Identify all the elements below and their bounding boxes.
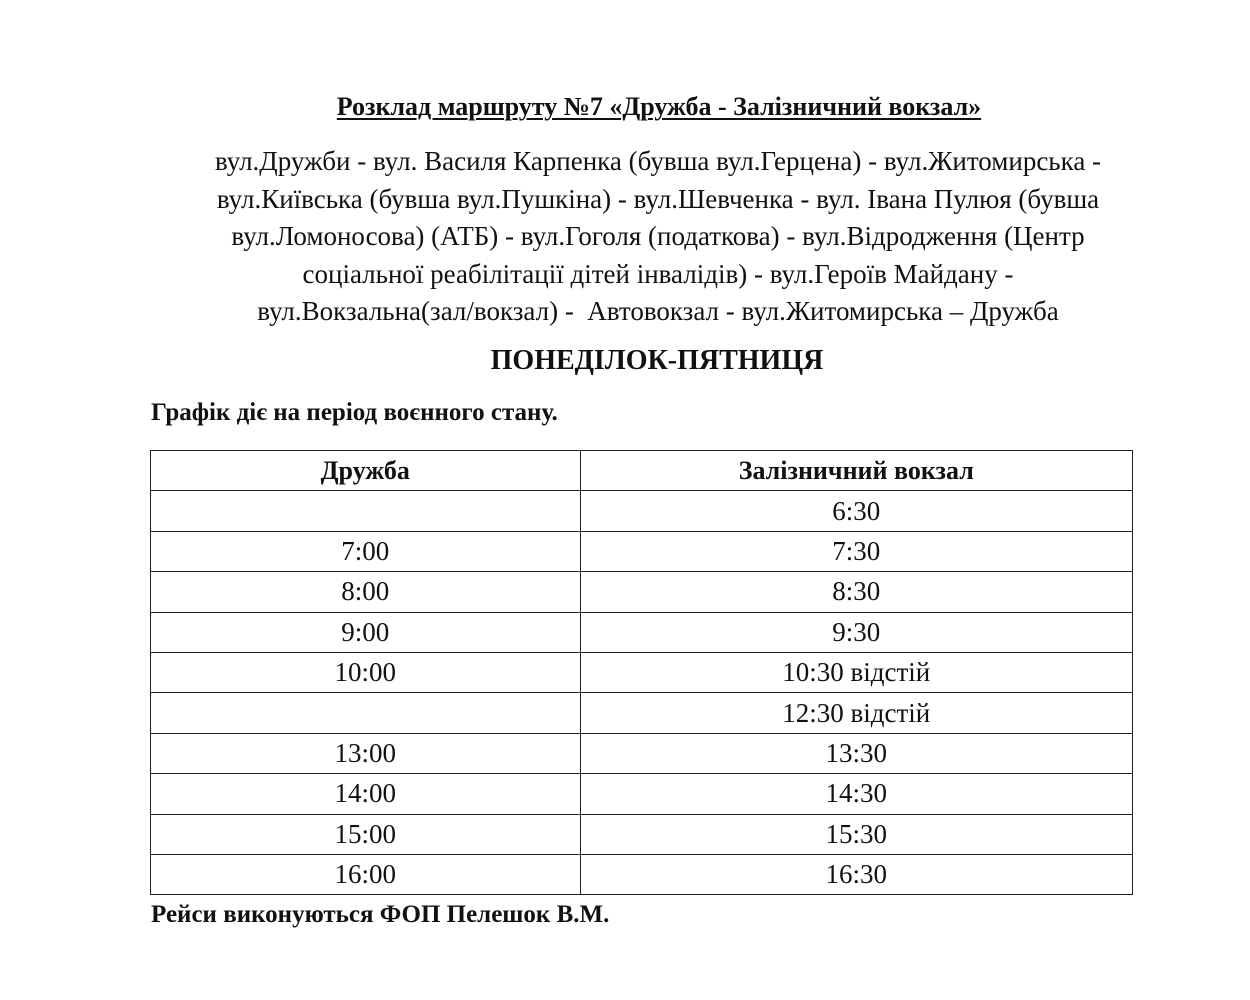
table-row	[151, 491, 1133, 531]
departure-druzhba-cell: 10:00	[151, 652, 581, 692]
schedule-note: Графік діє на період воєнного стану.	[151, 399, 558, 426]
table-row	[151, 572, 1133, 612]
departure-station-cell: 8:30	[580, 572, 1132, 612]
route-line: вул.Вокзальна(зал/вокзал) - Автовокзал - вул.Житомирська – Дружба	[257, 296, 1059, 326]
days-heading: ПОНЕДІЛОК-ПЯТНИЦЯ	[490, 345, 824, 376]
departure-station-cell: 12:30 відстій	[580, 693, 1132, 733]
operator-note: Рейси виконуються ФОП Пелешок В.М.	[151, 901, 610, 928]
route-line: вул.Київська (бувша вул.Пушкіна) - вул.Шевченка - вул. Івана Пулюя (бувша	[216, 183, 1100, 214]
departure-station-cell: 13:30	[580, 733, 1132, 773]
table-row	[151, 814, 1133, 854]
departure-station-cell: 7:30	[580, 531, 1132, 571]
departure-station-cell: 15:30	[580, 814, 1132, 854]
table-row	[151, 612, 1133, 652]
table-row	[151, 693, 1133, 733]
table-row	[151, 733, 1133, 773]
departure-station-cell: 10:30 відстій	[580, 652, 1132, 692]
column-header-druzhba: Дружба	[151, 451, 581, 491]
route-line: вул.Дружби - вул. Василя Карпенка (бувша вул.Герцена) - вул.Житомирська -	[214, 146, 1102, 176]
route-line: вул.Ломоносова) (АТБ) - вул.Гоголя (податкова) - вул.Відродження (Центр	[231, 221, 1085, 251]
departure-station-cell: 14:30	[580, 774, 1132, 814]
table-row	[151, 854, 1133, 894]
route-line: соціальної реабілітації дітей інвалідів) - вул.Героїв Майдану -	[302, 258, 1014, 289]
departure-druzhba-cell: 14:00	[151, 774, 581, 814]
departure-station-cell: 9:30	[580, 612, 1132, 652]
departure-druzhba-cell: 9:00	[151, 612, 581, 652]
departure-druzhba-cell: 7:00	[151, 531, 581, 571]
departure-druzhba-cell: 13:00	[151, 733, 581, 773]
route-description	[140, 143, 1176, 331]
departure-druzhba-cell	[151, 693, 581, 733]
table-row	[151, 774, 1133, 814]
schedule-table	[150, 450, 1133, 895]
table-header-row	[151, 451, 1133, 491]
departure-druzhba-cell: 15:00	[151, 814, 581, 854]
departure-druzhba-cell: 8:00	[151, 572, 581, 612]
page-title: Розклад маршруту №7 «Дружба - Залізничний вокзал»	[336, 92, 982, 121]
table-row	[151, 531, 1133, 571]
column-header-station: Залізничний вокзал	[580, 451, 1132, 491]
schedule-body	[151, 491, 1133, 895]
departure-station-cell: 16:30	[580, 854, 1132, 894]
departure-druzhba-cell	[151, 491, 581, 531]
departure-station-cell: 6:30	[580, 491, 1132, 531]
departure-druzhba-cell: 16:00	[151, 854, 581, 894]
table-row	[151, 652, 1133, 692]
